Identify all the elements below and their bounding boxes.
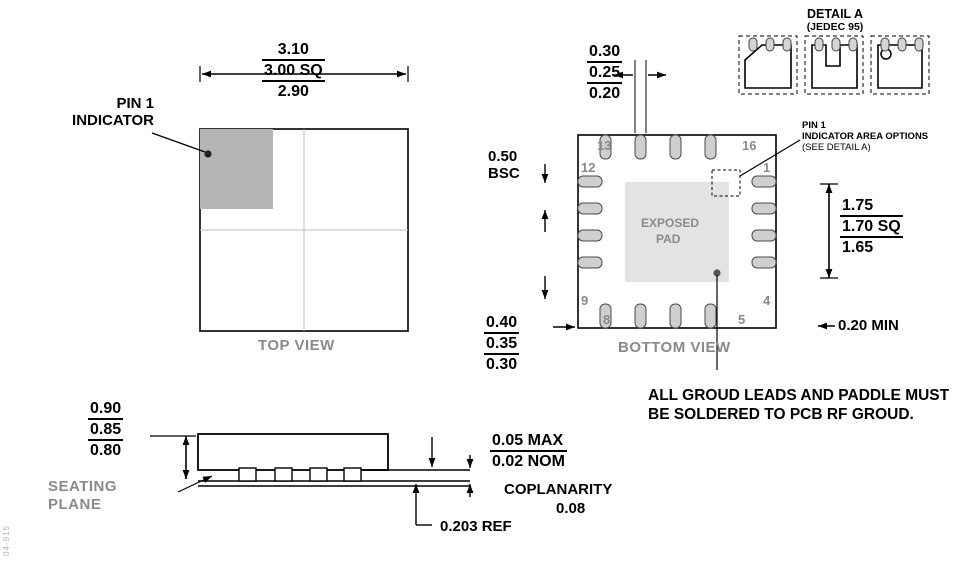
lead-width-nom: 0.25 xyxy=(587,61,622,84)
standoff-nom: 0.02 NOM xyxy=(490,450,567,471)
pin-number-16: 16 xyxy=(742,138,757,153)
top-view-body-width-dimension xyxy=(262,40,325,101)
pad-size-max: 1.75 xyxy=(842,197,874,214)
pin-number-13: 13 xyxy=(597,138,612,153)
pin-number-5: 5 xyxy=(738,312,746,327)
body-width-min: 2.90 xyxy=(277,83,309,100)
pin-number-9: 9 xyxy=(581,293,589,308)
lead-width-min: 0.20 xyxy=(589,85,621,102)
pin-number-8: 8 xyxy=(603,312,611,327)
pin-number-4: 4 xyxy=(763,293,771,308)
standoff-dimension xyxy=(490,431,567,471)
top-view-label: TOP VIEW xyxy=(258,337,335,354)
body-width-max: 3.10 xyxy=(277,41,309,58)
drawing-watermark: 04-915 xyxy=(2,525,11,556)
seating-plane-label: SEATING PLANE xyxy=(48,478,118,513)
package-height-nom: 0.85 xyxy=(88,418,123,441)
coplanarity-value: 0.08 xyxy=(556,500,586,517)
lead-length-dimension xyxy=(484,313,519,374)
lead-pitch-dimension xyxy=(488,148,520,182)
standoff-min-label: 0.20 MIN xyxy=(838,317,899,334)
lead-pitch-basic: BSC xyxy=(488,165,520,182)
lead-width-dimension xyxy=(587,42,622,103)
exposed-pad-label-line1: EXPOSED xyxy=(641,216,700,230)
package-height-min: 0.80 xyxy=(90,442,122,459)
bottom-view-label: BOTTOM VIEW xyxy=(618,339,731,356)
lead-length-min: 0.30 xyxy=(486,356,518,373)
ground-note: ALL GROUD LEADS AND PADDLE MUST BE SOLDERED TO PCB RF GROUD. xyxy=(648,387,950,423)
lead-width-max: 0.30 xyxy=(589,43,621,60)
pad-size-min: 1.65 xyxy=(842,239,874,256)
package-height-dimension xyxy=(88,399,123,460)
exposed-pad-label-line2: PAD xyxy=(656,232,681,246)
standoff-max: 0.05 MAX xyxy=(492,432,564,449)
pin1-indicator-note: PIN 1 INDICATOR AREA OPTIONS (SEE DETAIL A) xyxy=(802,120,929,153)
lead-length-max: 0.40 xyxy=(486,314,518,331)
lead-pitch-value: 0.50 xyxy=(488,148,518,165)
lead-length-nom: 0.35 xyxy=(484,332,519,355)
package-height-max: 0.90 xyxy=(90,400,122,417)
detail-a-heading: DETAIL A (JEDEC 95) xyxy=(806,7,864,33)
exposed-pad-size-dimension xyxy=(840,196,903,257)
pad-size-nom: 1.70 SQ xyxy=(840,215,903,238)
pin-number-1: 1 xyxy=(763,160,771,175)
pin1-indicator-label: PIN 1 INDICATOR xyxy=(72,95,154,129)
coplanarity-label: COPLANARITY xyxy=(504,481,613,498)
body-width-nom: 3.00 SQ xyxy=(262,59,325,82)
lead-thickness-ref: 0.203 REF xyxy=(440,518,512,535)
pin-number-12: 12 xyxy=(581,160,596,175)
